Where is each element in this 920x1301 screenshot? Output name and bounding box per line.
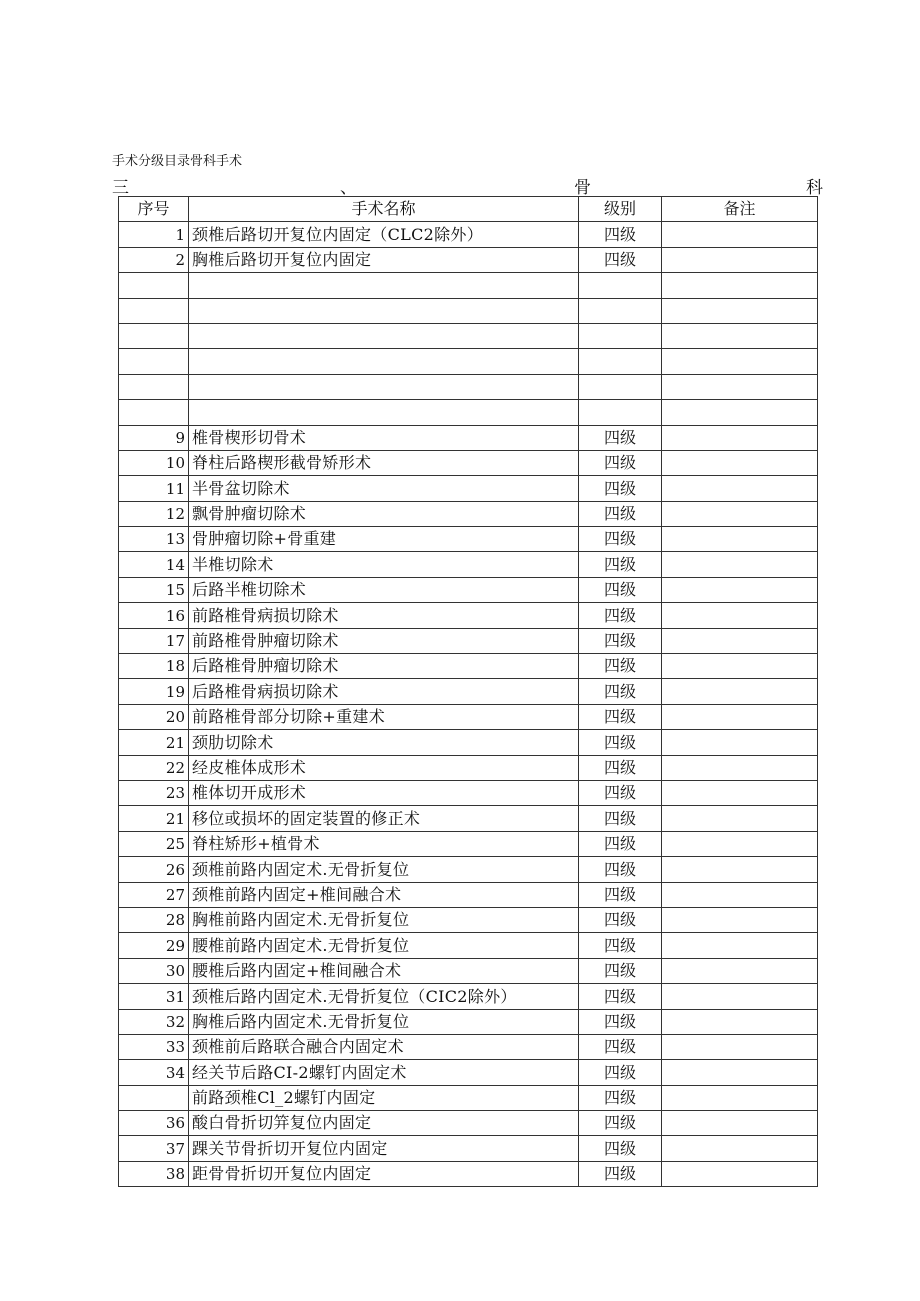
surgery-name: 酸白骨折切笄复位内固定	[189, 1111, 579, 1136]
row-number: 17	[119, 628, 189, 653]
surgery-level: 四级	[579, 882, 662, 907]
table-row	[119, 1034, 818, 1059]
surgery-level: 四级	[579, 806, 662, 831]
surgery-name: 胸椎后路切开复位内固定	[189, 247, 579, 272]
row-number: 14	[119, 552, 189, 577]
row-number: 13	[119, 527, 189, 552]
surgery-level: 四级	[579, 1085, 662, 1110]
row-note	[662, 298, 818, 323]
table-row	[119, 1009, 818, 1034]
table-row	[119, 1060, 818, 1085]
row-number: 16	[119, 603, 189, 628]
surgery-name: 经关节后路CI-2螺钉内固定术	[189, 1060, 579, 1085]
row-number: 36	[119, 1111, 189, 1136]
row-note	[662, 527, 818, 552]
row-number: 1	[119, 222, 189, 247]
heading-part: 三	[112, 178, 129, 198]
row-number: 10	[119, 450, 189, 475]
row-note	[662, 780, 818, 805]
surgery-name	[189, 400, 579, 425]
table-row	[119, 298, 818, 323]
header-name: 手术名称	[189, 197, 579, 222]
surgery-name: 距骨骨折切开复位内固定	[189, 1161, 579, 1186]
table-row	[119, 882, 818, 907]
surgery-level: 四级	[579, 780, 662, 805]
table-row	[119, 1161, 818, 1186]
surgery-level: 四级	[579, 222, 662, 247]
row-note	[662, 476, 818, 501]
row-note	[662, 730, 818, 755]
surgery-level: 四级	[579, 933, 662, 958]
surgery-level: 四级	[579, 704, 662, 729]
table-row	[119, 527, 818, 552]
surgery-level: 四级	[579, 1111, 662, 1136]
surgery-level: 四级	[579, 552, 662, 577]
row-number: 27	[119, 882, 189, 907]
row-number	[119, 374, 189, 399]
surgery-level: 四级	[579, 628, 662, 653]
row-note	[662, 450, 818, 475]
surgery-name: 胸椎前路内固定术.无骨折复位	[189, 907, 579, 932]
row-number: 34	[119, 1060, 189, 1085]
row-number: 21	[119, 730, 189, 755]
surgery-name: 脊柱后路楔形截骨矫形术	[189, 450, 579, 475]
surgery-level: 四级	[579, 1009, 662, 1034]
row-number: 2	[119, 247, 189, 272]
row-note	[662, 323, 818, 348]
row-note	[662, 755, 818, 780]
row-note	[662, 1060, 818, 1085]
surgery-name: 颈肋切除术	[189, 730, 579, 755]
surgery-level: 四级	[579, 654, 662, 679]
row-number: 25	[119, 831, 189, 856]
row-note	[662, 1161, 818, 1186]
row-note	[662, 933, 818, 958]
surgery-level	[579, 298, 662, 323]
row-note	[662, 349, 818, 374]
surgery-name: 颈椎后路切开复位内固定（CLC2除外）	[189, 222, 579, 247]
heading-part: 科	[806, 178, 823, 198]
surgery-name: 半椎切除术	[189, 552, 579, 577]
surgery-name: 半骨盆切除术	[189, 476, 579, 501]
surgery-level: 四级	[579, 679, 662, 704]
heading-part: 、	[340, 178, 357, 198]
row-note	[662, 831, 818, 856]
table-row	[119, 374, 818, 399]
surgery-name: 后路椎骨肿瘤切除术	[189, 654, 579, 679]
row-number	[119, 298, 189, 323]
row-note	[662, 1034, 818, 1059]
row-note	[662, 704, 818, 729]
table-row	[119, 450, 818, 475]
row-number: 26	[119, 857, 189, 882]
row-note	[662, 577, 818, 602]
table-row	[119, 247, 818, 272]
surgery-name: 颈椎前路内固定+椎间融合术	[189, 882, 579, 907]
row-note	[662, 247, 818, 272]
table-row	[119, 857, 818, 882]
table-row	[119, 933, 818, 958]
table-body	[119, 222, 818, 1187]
surgery-level: 四级	[579, 958, 662, 983]
surgery-level	[579, 323, 662, 348]
surgery-name: 前路椎骨部分切除+重建术	[189, 704, 579, 729]
row-number: 18	[119, 654, 189, 679]
row-note	[662, 552, 818, 577]
surgery-name	[189, 374, 579, 399]
surgery-level: 四级	[579, 831, 662, 856]
surgery-level: 四级	[579, 730, 662, 755]
surgery-name: 移位或损坏的固定装置的修正术	[189, 806, 579, 831]
table-row	[119, 831, 818, 856]
row-number: 9	[119, 425, 189, 450]
row-note	[662, 654, 818, 679]
surgery-name	[189, 298, 579, 323]
table-row	[119, 349, 818, 374]
surgery-level: 四级	[579, 907, 662, 932]
row-note	[662, 958, 818, 983]
row-note	[662, 984, 818, 1009]
surgery-level	[579, 400, 662, 425]
row-number	[119, 273, 189, 298]
table-row	[119, 577, 818, 602]
row-number: 20	[119, 704, 189, 729]
surgery-name: 胸椎后路内固定术.无骨折复位	[189, 1009, 579, 1034]
row-note	[662, 501, 818, 526]
table-row	[119, 400, 818, 425]
surgery-level: 四级	[579, 984, 662, 1009]
row-number: 12	[119, 501, 189, 526]
row-number	[119, 1085, 189, 1110]
row-note	[662, 400, 818, 425]
table-row	[119, 1111, 818, 1136]
row-number: 30	[119, 958, 189, 983]
table-row	[119, 476, 818, 501]
surgery-level: 四级	[579, 1060, 662, 1085]
surgery-level: 四级	[579, 1161, 662, 1186]
row-number: 11	[119, 476, 189, 501]
table-row	[119, 1136, 818, 1161]
surgery-name: 踝关节骨折切开复位内固定	[189, 1136, 579, 1161]
surgery-name: 骨肿瘤切除+骨重建	[189, 527, 579, 552]
table-row	[119, 984, 818, 1009]
surgery-level: 四级	[579, 247, 662, 272]
header-note: 备注	[662, 197, 818, 222]
row-note	[662, 425, 818, 450]
header-level: 级别	[579, 197, 662, 222]
surgery-level: 四级	[579, 577, 662, 602]
table-row	[119, 654, 818, 679]
surgery-name: 颈椎前后路联合融合内固定术	[189, 1034, 579, 1059]
row-note	[662, 374, 818, 399]
row-number: 22	[119, 755, 189, 780]
surgery-name: 前路颈椎Cl_2螺钉内固定	[189, 1085, 579, 1110]
section-heading	[112, 173, 824, 198]
table-row	[119, 806, 818, 831]
surgery-level	[579, 374, 662, 399]
table-row	[119, 501, 818, 526]
row-number: 15	[119, 577, 189, 602]
surgery-level: 四级	[579, 450, 662, 475]
table-row	[119, 1085, 818, 1110]
surgery-name	[189, 349, 579, 374]
table-row	[119, 323, 818, 348]
row-number: 28	[119, 907, 189, 932]
table-row	[119, 755, 818, 780]
row-number: 23	[119, 780, 189, 805]
surgery-name	[189, 323, 579, 348]
row-number	[119, 400, 189, 425]
table-row	[119, 958, 818, 983]
surgery-name: 腰椎后路内固定+椎间融合术	[189, 958, 579, 983]
row-note	[662, 882, 818, 907]
surgery-level: 四级	[579, 603, 662, 628]
surgery-level	[579, 273, 662, 298]
surgery-name: 椎体切开成形术	[189, 780, 579, 805]
table-row	[119, 704, 818, 729]
table-row	[119, 603, 818, 628]
surgery-name: 颈椎后路内固定术.无骨折复位（CIC2除外）	[189, 984, 579, 1009]
surgery-level: 四级	[579, 755, 662, 780]
row-number: 21	[119, 806, 189, 831]
surgery-level: 四级	[579, 1136, 662, 1161]
surgery-level: 四级	[579, 527, 662, 552]
row-note	[662, 1085, 818, 1110]
row-note	[662, 1136, 818, 1161]
row-note	[662, 273, 818, 298]
table-header-row	[119, 197, 818, 222]
surgery-level: 四级	[579, 501, 662, 526]
table-row	[119, 679, 818, 704]
row-note	[662, 857, 818, 882]
row-note	[662, 1009, 818, 1034]
surgery-name: 后路半椎切除术	[189, 577, 579, 602]
surgery-name: 飘骨肿瘤切除术	[189, 501, 579, 526]
table-row	[119, 628, 818, 653]
row-number: 32	[119, 1009, 189, 1034]
table-row	[119, 273, 818, 298]
surgery-name: 腰椎前路内固定术.无骨折复位	[189, 933, 579, 958]
row-number: 29	[119, 933, 189, 958]
surgery-catalog-table	[118, 196, 818, 1187]
surgery-name: 后路椎骨病损切除术	[189, 679, 579, 704]
surgery-level: 四级	[579, 476, 662, 501]
surgery-level: 四级	[579, 1034, 662, 1059]
surgery-level	[579, 349, 662, 374]
row-number: 19	[119, 679, 189, 704]
surgery-name	[189, 273, 579, 298]
table-row	[119, 730, 818, 755]
row-note	[662, 806, 818, 831]
document-title: 手术分级目录骨科手术	[112, 154, 243, 169]
row-note	[662, 222, 818, 247]
surgery-name: 椎骨楔形切骨术	[189, 425, 579, 450]
surgery-name: 脊柱矫形+植骨术	[189, 831, 579, 856]
surgery-level: 四级	[579, 857, 662, 882]
header-no: 序号	[119, 197, 189, 222]
surgery-name: 前路椎骨病损切除术	[189, 603, 579, 628]
table-row	[119, 780, 818, 805]
table-row	[119, 907, 818, 932]
heading-part: 骨	[574, 178, 591, 198]
row-number	[119, 323, 189, 348]
row-number: 38	[119, 1161, 189, 1186]
surgery-name: 经皮椎体成形术	[189, 755, 579, 780]
surgery-name: 颈椎前路内固定术.无骨折复位	[189, 857, 579, 882]
row-note	[662, 628, 818, 653]
row-number: 31	[119, 984, 189, 1009]
table-row	[119, 222, 818, 247]
surgery-name: 前路椎骨肿瘤切除术	[189, 628, 579, 653]
row-number	[119, 349, 189, 374]
table-row	[119, 552, 818, 577]
row-note	[662, 603, 818, 628]
row-number: 33	[119, 1034, 189, 1059]
row-note	[662, 679, 818, 704]
row-number: 37	[119, 1136, 189, 1161]
row-note	[662, 1111, 818, 1136]
row-note	[662, 907, 818, 932]
surgery-level: 四级	[579, 425, 662, 450]
table-row	[119, 425, 818, 450]
